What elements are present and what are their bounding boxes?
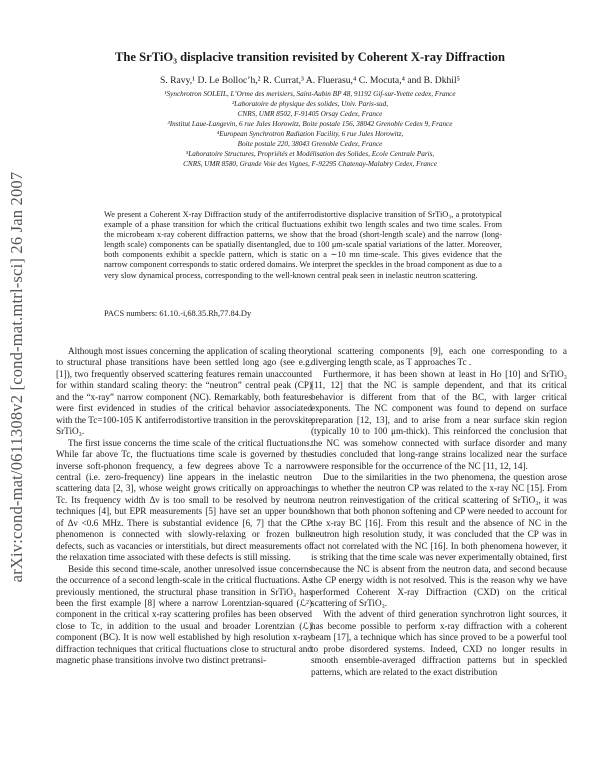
paragraph: tional scattering components [9], each one corresponding to a diverging length scale, as T approaches Tc .	[311, 346, 567, 368]
arxiv-stamp	[4, 142, 30, 612]
paragraph: With the advent of third generation synchrotron light sources, it has become possible to perform x-ray diffraction with a coherent beam [17], a technique which has since proved to be a powerful tool to probe disordered systems. Indeed, CXD no longer results in smooth ensemble-averaged diffraction patterns but in speckled patterns, which are related to the exact distribution	[311, 609, 567, 677]
affiliation-line: CNRS, UMR 8580, Grande Voie des Vignes, F-92295 Chatenay-Malabry Cedex, France	[183, 160, 437, 169]
right-column	[311, 346, 567, 678]
affiliation-line: ³Institut Laue-Langevin, 6 rue Jules Horowitz, Boite postale 156, 38042 Grenoble Cedex 9, France	[167, 120, 453, 129]
paragraph: Furthermore, it has been shown at least in Ho [10] and SrTiO₃ [11, 12] that the NC is sample dependent, and that its critical behavior is different from that of the BC, with larger critical exponents. The NC component was found to depend on surface preparation [12, 13], and to arise from a near surface skin region (typically 10 to 100 μm-thick). This reinforced the conclusion that the NC was somehow connected with surface disorder and many studies concluded that long-range strains localized near the surface were responsible for the occurrence of the NC [11, 12, 14].	[311, 368, 567, 471]
paper-title: The SrTiO₃ displacive transition revisited by Coherent X-ray Diffraction	[115, 50, 505, 64]
affiliation-line: ⁵Laboratoire Structures, Propriétés et Modélisation des Solides, Ecole Centrale Paris,	[185, 150, 435, 159]
paragraph: The first issue concerns the time scale of the critical fluctuations. While far above Tc, the fluctuations time scale is governed by the inverse soft-phonon frequency, a few degrees above Tc a narrow central (i.e. zero-frequency) line appears in the inelastic neutron scattering data [2, 3], whose weight grows critically on approaching Tc. Its frequency width Δν is too small to be resolved by neutron techniques [4], but EPR measurements [5] have set an upper bound of Δν <0.6 MHz. There is substantial evidence [6, 7] that the CP phenomenon is connected with slowly-relaxing or frozen bulk defects, such as vacancies or interstitials, but direct measurements of the relaxation time associated with these defects is still missing.	[56, 437, 312, 563]
paragraph: Due to the similarities in the two phenomena, the question arose as to whether the neutron CP was related to the x-ray NC [15]. From a neutron reinvestigation of the critical scattering of SrTiO₃, it was shown that both phonon softening and CP were needed to account for the x-ray BC [16]. From this result and the absence of NC in the neutron high resolution study, it was concluded that the CP was in fact not correlated with the NC [16]. In both phenomena however, it is striking that the time scale was never experimentally obtained, first because the NC is absent from the neutron data, and second because the CP energy width is not resolved. This is the reason why we have performed Coherent X-ray Diffraction (CXD) on the critical scattering of SrTiO₃.	[311, 471, 567, 608]
paragraph: Although most issues concerning the application of scaling theory to structural phase transitions have been settled long ago (see e.g. [1]), two frequently observed scattering features remain unaccounted for within standard scaling theory: the “neutron” central peak (CP) and the “x-ray” narrow component (NC). Remarkably, both features were first evidenced in studies of the critical behavior associated with the Tc=100-105 K antiferrodistortive transition in the perovskite SrTiO₃.	[56, 346, 312, 437]
author-list: S. Ravy,¹ D. Le Bolloc’h,² R. Currat,³ A. Fluerasu,⁴ C. Mocuta,⁴ and B. Dkhil⁵	[160, 75, 460, 86]
pacs-numbers: PACS numbers: 61.10.-i,68.35.Rh,77.84.Dy	[104, 309, 252, 318]
affiliation-line: ⁴European Synchrotron Radiation Facility, 6 rue Jules Horowitz,	[216, 130, 404, 139]
abstract: We present a Coherent X-ray Diffraction study of the antiferrodistortive displacive transition of SrTiO₃, a prototypical example of a phase transition for which the critical fluctuations exhibit two length scales and two time scales. From the microbeam x-ray coherent diffraction patterns, we show that the broad (short-length scale) and the narrow (long-length scale) components can be spatially disentangled, due to 100 μm-scale spatial variations of the latter. Moreover, both components exhibit a speckle pattern, which is static on a ∼10 mn time-scale. This gives evidence that the narrow component corresponds to static ordered domains. We interpret the speckles in the broad component as due to a very slow dynamical process, corresponding to the well-known central peak seen in inelastic neutron scattering.	[104, 210, 502, 280]
affiliations	[80, 89, 540, 169]
left-column	[56, 346, 312, 667]
paragraph: Beside this second time-scale, another unresolved issue concerns the occurrence of a second length-scale in the critical fluctuations. As previously mentioned, the structural phase transition in SrTiO₃ has been the first example [8] where a narrow Lorentzian-squared (ℒ²) component in the critical x-ray scattering profiles has been observed close to Tc, in addition to the usual and broader Lorentzian (ℒ) component (BC). It is now well established by high resolution x-ray diffraction techniques that critical fluctuations close to structural and magnetic phase transitions involve two distinct pretransi-	[56, 563, 312, 666]
arxiv-id: arXiv:cond-mat/0611308v2 [cond-mat.mtrl-sci] 26 Jan 2007	[7, 171, 26, 583]
affiliation-line: ²Laboratoire de physique des solides, Univ. Paris-sud,	[231, 100, 389, 109]
affiliation-line: ¹Synchrotron SOLEIL, L’Orme des merisiers, Saint-Aubin BP 48, 91192 Gif-sur-Yvette cedex, France	[164, 90, 456, 98]
affiliation-line: Boite postale 220, 38043 Grenoble Cedex, France	[237, 140, 383, 149]
affiliation-line: CNRS, UMR 8502, F-91405 Orsay Cedex, France	[237, 110, 383, 119]
